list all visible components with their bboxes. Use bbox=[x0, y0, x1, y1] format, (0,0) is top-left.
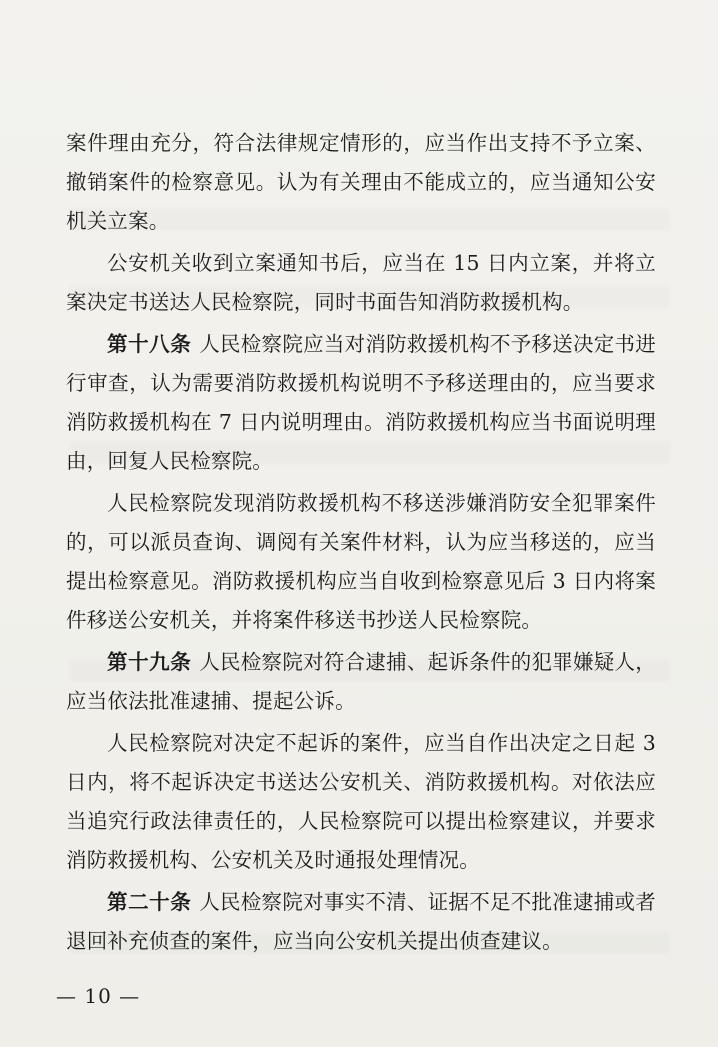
paragraph-text: 人民检察院对事实不清、证据不足不批准逮捕或者退回补充侦查的案件，应当向公安机关提出侦查建议。 bbox=[66, 890, 657, 953]
article-19 bbox=[66, 643, 656, 721]
document-body bbox=[66, 124, 656, 964]
article-20 bbox=[66, 883, 656, 961]
article-18 bbox=[66, 325, 656, 481]
page-number: — 10 — bbox=[56, 984, 141, 1008]
paragraph-non-prosecution bbox=[66, 724, 656, 880]
paragraph-text: 人民检察院发现消防救援机构不移送涉嫌消防安全犯罪案件的，可以派员查询、调阅有关案件材料，认为应当移送的，应当提出检察意见。消防救援机构应当自收到检察意见后 3 日内将案件移送公安机关，并将案件移送书抄送人民检察院。 bbox=[66, 491, 656, 632]
paragraph-text: 人民检察院对决定不起诉的案件，应当自作出决定之日起 3 日内，将不起诉决定书送达公安机关、消防救援机构。对依法应当追究行政法律责任的，人民检察院可以提出检察建议，并要求消防救援机构、公安机关及时通报处理情况。 bbox=[66, 731, 656, 872]
paragraph-filing-deadline bbox=[66, 244, 656, 322]
paragraph-continuation bbox=[66, 124, 656, 241]
article-heading: 第十八条 bbox=[107, 332, 192, 356]
paragraph-text: 公安机关收到立案通知书后，应当在 15 日内立案，并将立案决定书送达人民检察院，同时书面告知消防救援机构。 bbox=[66, 251, 656, 314]
article-heading: 第二十条 bbox=[107, 890, 192, 914]
paragraph-text: 案件理由充分，符合法律规定情形的，应当作出支持不予立案、撤销案件的检察意见。认为有关理由不能成立的，应当通知公安机关立案。 bbox=[66, 131, 656, 233]
paragraph-text: 人民检察院应当对消防救援机构不予移送决定书进行审查，认为需要消防救援机构说明不予移送理由的，应当要求消防救援机构在 7 日内说明理由。消防救援机构应当书面说明理由，回复人民检察院。 bbox=[66, 332, 657, 473]
paragraph-case-transfer bbox=[66, 484, 656, 640]
paragraph-text: 人民检察院对符合逮捕、起诉条件的犯罪嫌疑人，应当依法批准逮捕、提起公诉。 bbox=[66, 650, 657, 713]
article-heading: 第十九条 bbox=[107, 650, 192, 674]
